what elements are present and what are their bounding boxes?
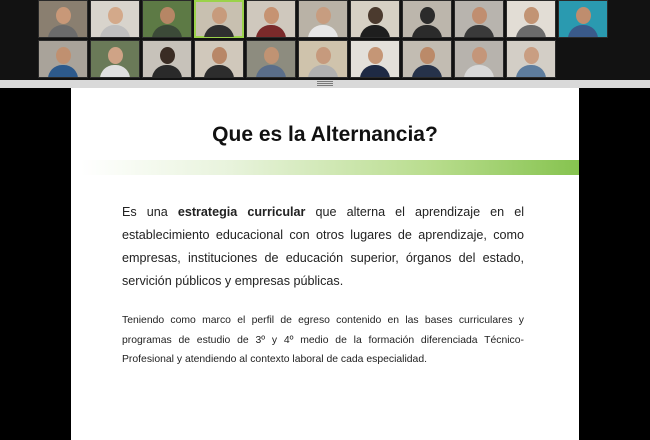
shared-screen: [0, 88, 650, 440]
participant-video: [360, 7, 390, 38]
participant-video: [412, 7, 442, 38]
participant-video: [256, 47, 286, 78]
participant-tile[interactable]: [246, 40, 296, 78]
participant-strip: [0, 0, 650, 80]
participant-video: [204, 47, 234, 78]
participant-tile[interactable]: [90, 40, 140, 78]
participant-video: [152, 7, 182, 38]
participant-video: [100, 47, 130, 78]
participant-tile[interactable]: [38, 0, 88, 38]
participant-video: [516, 47, 546, 78]
participant-video: [568, 7, 598, 38]
participant-video: [308, 7, 338, 38]
participant-tile[interactable]: [142, 0, 192, 38]
drag-grip-icon: [317, 81, 333, 87]
slide-title: Que es la Alternancia?: [212, 123, 438, 146]
definition-intro: Es una: [122, 205, 178, 219]
participant-video: [308, 47, 338, 78]
slide-paragraph-context: Teniendo como marco el perfil de egreso contenido en las bases curriculares y programas de estudio de 3º y 4º medio de la formación diferenciada Técnico-Profesional y atendiendo al contexto laboral de cada especialidad.: [122, 315, 524, 365]
participant-tile[interactable]: [298, 40, 348, 78]
participant-tile[interactable]: [350, 0, 400, 38]
participant-tile[interactable]: [142, 40, 192, 78]
participant-video: [412, 47, 442, 78]
definition-rest: que alterna el aprendizaje en el establecimiento educacional con otros lugares de aprendizaje, como empresas, instituciones de educación superior, órganos del estado, servición públicos y empresas públicas.: [122, 205, 524, 288]
participant-video: [152, 47, 182, 78]
participant-tile[interactable]: [506, 0, 556, 38]
participant-video: [48, 47, 78, 78]
participant-video: [100, 7, 130, 38]
participant-tile[interactable]: [38, 40, 88, 78]
participant-tile[interactable]: [402, 0, 452, 38]
participant-tile[interactable]: [246, 0, 296, 38]
participant-video: [48, 7, 78, 38]
participant-tile[interactable]: [454, 40, 504, 78]
participant-tile[interactable]: [194, 0, 244, 38]
participant-tile[interactable]: [298, 0, 348, 38]
participant-tile[interactable]: [90, 0, 140, 38]
participant-video: [360, 47, 390, 78]
strip-resize-handle[interactable]: [0, 80, 650, 88]
participant-tile[interactable]: [350, 40, 400, 78]
presentation-slide: [71, 88, 579, 440]
participant-video: [256, 7, 286, 38]
slide-paragraph-definition: [122, 201, 524, 293]
participant-tile[interactable]: [402, 40, 452, 78]
title-underline-bar: [81, 160, 579, 175]
definition-keyword: estrategia curricular: [177, 205, 306, 219]
participant-tile[interactable]: [454, 0, 504, 38]
participant-video: [204, 7, 234, 38]
participant-tile[interactable]: [558, 0, 608, 38]
participant-video: [516, 7, 546, 38]
participant-grid: [38, 0, 608, 78]
participant-video: [464, 7, 494, 38]
participant-video: [464, 47, 494, 78]
participant-tile[interactable]: [506, 40, 556, 78]
participant-tile[interactable]: [194, 40, 244, 78]
